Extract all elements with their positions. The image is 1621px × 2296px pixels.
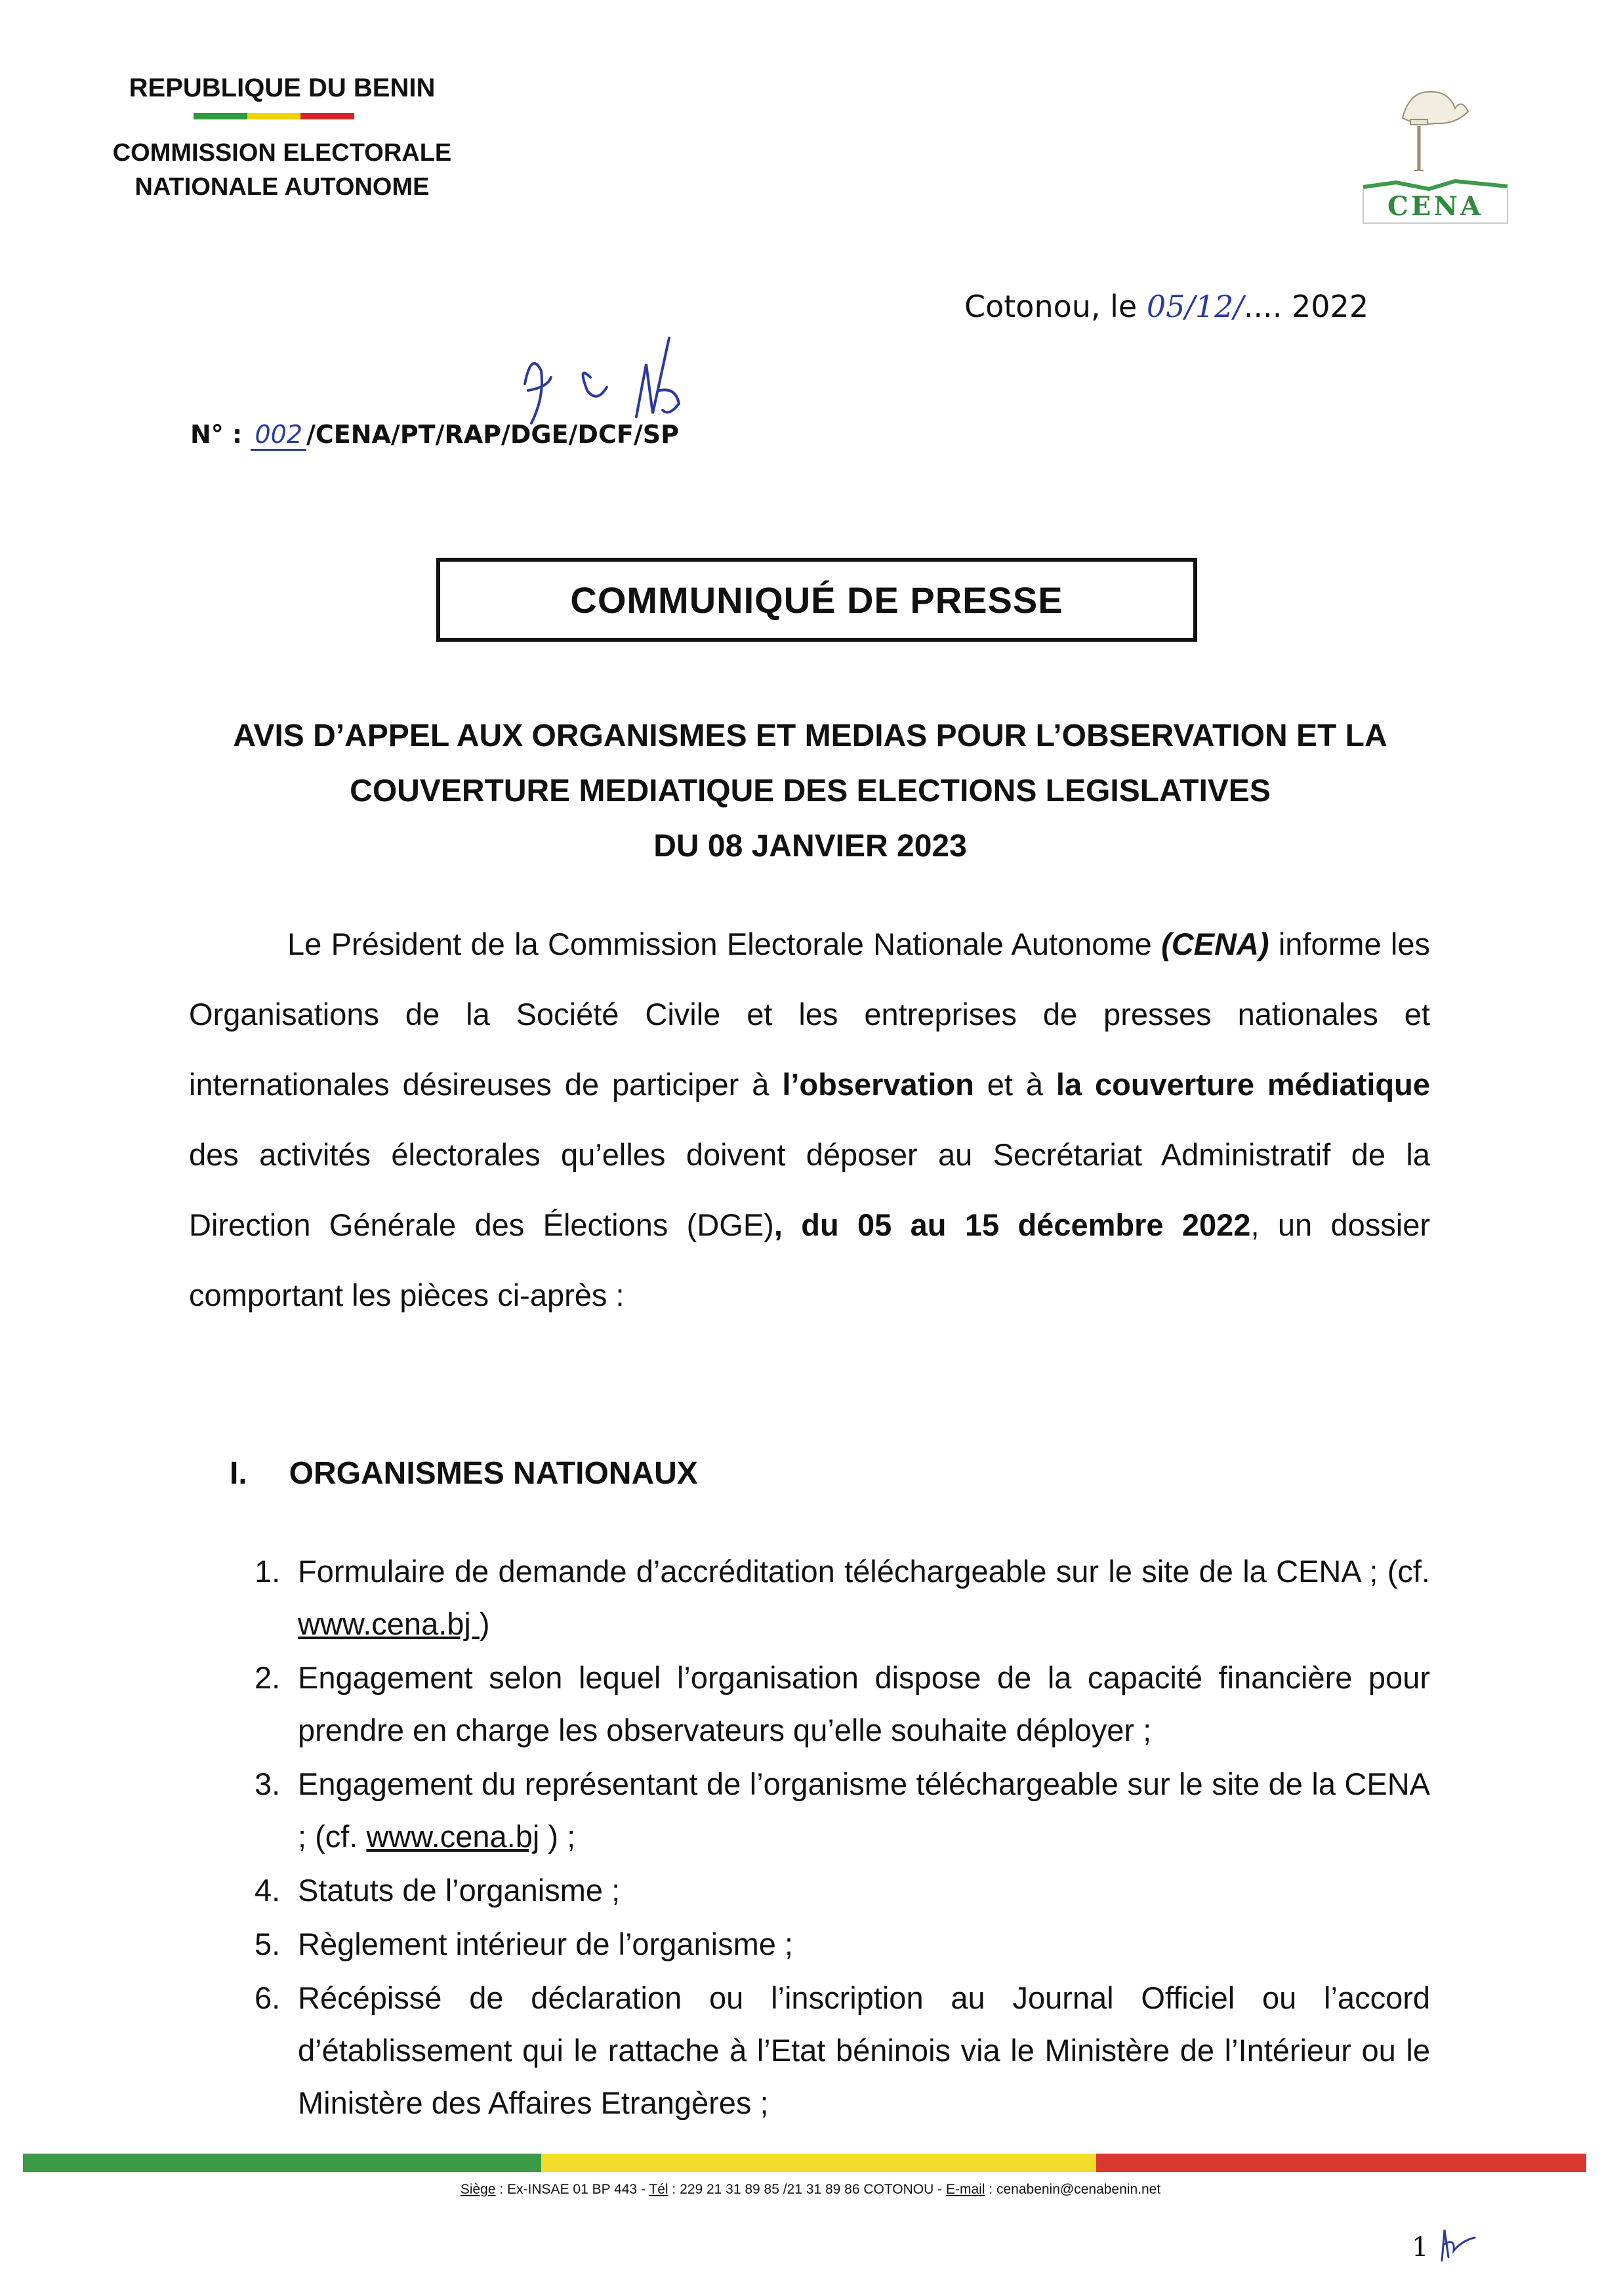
reference-handwritten-number: 002 bbox=[251, 420, 306, 451]
list-item bbox=[255, 1918, 1430, 1971]
list-item-number: 4. bbox=[255, 1873, 281, 1908]
band-green bbox=[23, 2154, 541, 2172]
list-item-text: Récépissé de déclaration ou l’inscription au Journal Officiel ou l’accord d’établissement qui le rattache à l’Etat béninois via le Ministère de l’Intérieur ou le Ministère des Affaires Etrangères ; bbox=[298, 1980, 1430, 2120]
document-title: COMMUNIQUÉ DE PRESSE bbox=[436, 558, 1197, 642]
list-item bbox=[255, 1545, 1430, 1650]
cena-logo bbox=[1357, 72, 1514, 230]
list-item-text: Statuts de l’organisme ; bbox=[298, 1873, 621, 1908]
date-dots: .... bbox=[1243, 289, 1282, 324]
body-paragraph bbox=[189, 909, 1430, 1330]
subtitle-line3: DU 08 JANVIER 2023 bbox=[653, 829, 967, 864]
date-line bbox=[964, 289, 1368, 324]
subtitle-line2: COUVERTURE MEDIATIQUE DES ELECTIONS LEGISLATIVES bbox=[350, 774, 1271, 808]
body-text-7: des activités électorales qu’elles doivent déposer au Secrétariat Administratif de la Direction Générale des Élections (DGE) bbox=[189, 1137, 1430, 1242]
list-item-number: 1. bbox=[255, 1554, 281, 1589]
footer-tel-label: Tél bbox=[649, 2182, 668, 2197]
list-item-text-end: ) bbox=[479, 1606, 490, 1641]
reference-number bbox=[190, 420, 679, 449]
flag-red bbox=[300, 113, 354, 119]
cena-website-link[interactable]: www.cena.bj bbox=[298, 1606, 480, 1641]
commission-name bbox=[0, 136, 564, 204]
section-heading bbox=[230, 1455, 698, 1492]
footer-email-label: E-mail bbox=[945, 2182, 985, 2197]
republic-label: REPUBLIQUE DU BENIN bbox=[129, 73, 436, 102]
body-deadline: , du 05 au 15 décembre 2022 bbox=[773, 1207, 1251, 1242]
body-cena-acronym: (CENA) bbox=[1161, 927, 1269, 961]
document-subtitle bbox=[164, 709, 1456, 874]
section-roman-numeral: I. bbox=[230, 1456, 247, 1491]
footer-email: : cenabenin@cenabenin.net bbox=[985, 2182, 1161, 2197]
list-item-number: 6. bbox=[255, 1980, 281, 2015]
body-media-coverage: la couverture médiatique bbox=[1056, 1067, 1430, 1102]
list-item bbox=[255, 1652, 1430, 1757]
flag-green bbox=[194, 113, 247, 119]
page-number: 1 bbox=[1412, 2232, 1429, 2263]
list-item-text: Formulaire de demande d’accréditation téléchargeable sur le site de la CENA ; (cf. bbox=[298, 1554, 1430, 1589]
reference-suffix: /CENA/PT/RAP/DGE/DCF/SP bbox=[306, 420, 679, 449]
list-item-number: 5. bbox=[255, 1927, 281, 1961]
band-red bbox=[1096, 2154, 1586, 2172]
list-item-number: 3. bbox=[255, 1766, 281, 1801]
list-item-text: Engagement du représentant de l’organisme téléchargeable sur le site de la CENA ; (cf. bbox=[298, 1766, 1430, 1854]
footer-color-band bbox=[23, 2154, 1586, 2172]
date-handwritten: 05/12/ bbox=[1146, 289, 1244, 324]
page-paraph bbox=[1435, 2224, 1481, 2264]
footer-siege: : Ex-INSAE 01 BP 443 - bbox=[495, 2182, 649, 2197]
reference-label: N° : bbox=[190, 420, 251, 449]
list-item bbox=[255, 1972, 1430, 2129]
footer-siege-label: Siège bbox=[460, 2182, 496, 2197]
list-item bbox=[255, 1758, 1430, 1863]
body-text-9: , un dossier comportant les pièces ci-après : bbox=[189, 1207, 1430, 1312]
list-item-number: 2. bbox=[255, 1660, 281, 1695]
footer-contact bbox=[0, 2182, 1621, 2198]
cena-website-link[interactable]: www.cena.bj bbox=[366, 1819, 540, 1854]
logo-text: CENA bbox=[1387, 191, 1483, 222]
band-yellow bbox=[541, 2154, 1096, 2172]
date-prefix: Cotonou, le bbox=[964, 289, 1147, 324]
list-item-text: Engagement selon lequel l’organisation dispose de la capacité financière pour prendre en charge les observateurs qu’elle souhaite déployer ; bbox=[298, 1660, 1430, 1747]
list-item-text-end: ) ; bbox=[539, 1819, 576, 1854]
body-observation: l’observation bbox=[782, 1067, 974, 1102]
commission-line2: NATIONALE AUTONOME bbox=[134, 173, 430, 201]
list-item bbox=[255, 1864, 1430, 1917]
flag-yellow bbox=[247, 113, 301, 119]
body-text-3: informe les Organisations de la Société Civile et les entreprises de presses nationales et internationales désireuses de participer à bbox=[189, 927, 1430, 1102]
list-item-text: Règlement intérieur de l’organisme ; bbox=[298, 1927, 793, 1961]
commission-line1: COMMISSION ELECTORALE bbox=[112, 139, 452, 167]
requirements-list bbox=[255, 1545, 1430, 2131]
flag-stripe bbox=[194, 113, 354, 119]
body-text-1: Le Président de la Commission Electorale Nationale Autonome bbox=[287, 927, 1162, 961]
date-year: 2022 bbox=[1282, 289, 1369, 324]
section-title: ORGANISMES NATIONAUX bbox=[289, 1456, 698, 1491]
footer-tel: : 229 21 31 89 85 /21 31 89 86 COTONOU - bbox=[668, 2182, 946, 2197]
body-text-5: et à bbox=[974, 1067, 1056, 1102]
subtitle-line1: AVIS D’APPEL AUX ORGANISMES ET MEDIAS POUR L’OBSERVATION ET LA bbox=[233, 719, 1387, 753]
